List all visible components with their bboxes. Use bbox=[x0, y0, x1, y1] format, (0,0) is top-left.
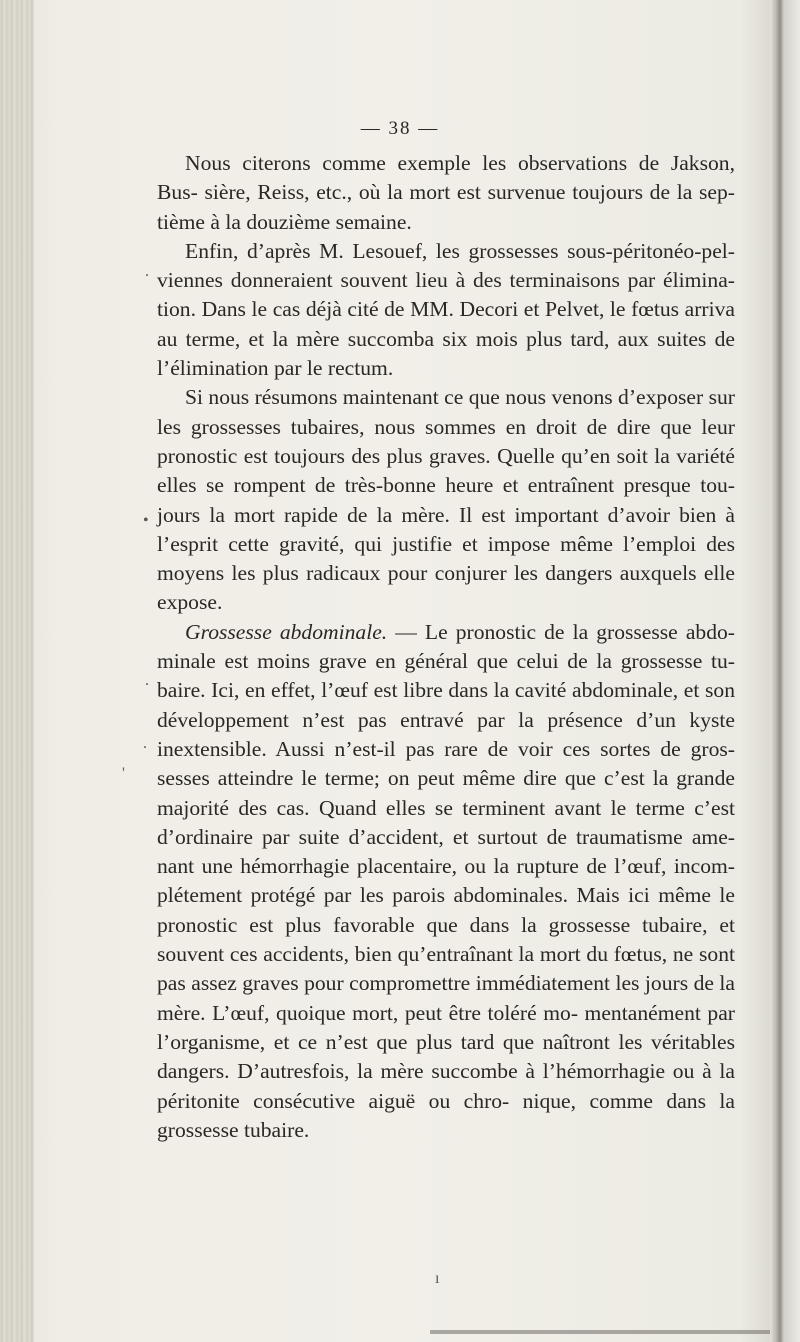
stray-mark: ı bbox=[435, 1270, 440, 1287]
paragraph: Enfin, d’après M. Lesouef, les grossesses sous-péritonéo-pel- viennes donneraient souvent lieu à des terminaisons par élimina- tion. Dans le cas déjà cité de MM. Decori et Pelvet, le fœtus arriva au terme, et la mère succomba six mois plus tard, aux suites de l’élimination par le rectum. bbox=[157, 238, 735, 381]
page-edge bbox=[770, 0, 800, 1342]
body-text bbox=[157, 149, 735, 1145]
section-paragraph bbox=[157, 618, 735, 1145]
section-body: — Le pronostic de la grossesse abdo- minale est moins grave en général que celui de la grossesse tu- baire. Ici, en effet, l’œuf est libre dans la cavité abdominale, et son développement n’est pas entravé par la présence d’un kyste inextensible. Aussi n’est-il pas rare de voir ces sortes de gros- sesses atteindre le terme; on peut même dire que c’est la grande majorité des cas. Quand elles se terminent avant le terme c’est d’ordinaire par suite d’accident, et surtout de traumatisme ame- nant une hémorrhagie placentaire, ou la rupture de l’œuf, incom- plétement protégé par les parois abdominales. Mais ici même le pronostic est plus favorable que dans la grossesse tubaire, et souvent ces accidents, bien qu’entraînant la mort du fœtus, ne sont pas assez graves pour compromettre immédiatement les jours de la mère. L’œuf, quoique mort, peut être toléré mo- mentanément par l’organisme, et ce n’est que plus tard que naîtront les véritables dangers. D’autresfois, la mère succombe à l’hémorrhagie ou à la péritonite consécutive aiguë ou chro- nique, comme dans la grossesse tubaire. bbox=[157, 619, 735, 1142]
paragraph: Nous citerons comme exemple les observations de Jakson, Bus- sière, Reiss, etc., où la mort est survenue toujours de la sep- tième à la douzième semaine. bbox=[157, 151, 735, 234]
section-title: Grossesse abdominale. bbox=[185, 619, 388, 644]
binding-gutter bbox=[0, 0, 34, 1342]
stray-mark: • bbox=[143, 512, 149, 529]
page-edge-shadow bbox=[430, 1330, 770, 1334]
page-number: — 38 — bbox=[360, 118, 440, 139]
stray-mark: ' bbox=[122, 765, 125, 782]
stray-mark: . bbox=[145, 263, 149, 280]
stray-mark: . bbox=[145, 672, 149, 689]
paragraph: Si nous résumons maintenant ce que nous venons d’exposer sur les grossesses tubaires, nous sommes en droit de dire que leur pronostic est toujours des plus graves. Quelle qu’en soit la variété elles se rompent de très-bonne heure et entraînent presque tou- jours la mort rapide de la mère. Il est important d’avoir bien à l’esprit cette gravité, qui justifie et impose même l’emploi des moyens les plus radicaux pour conjurer les dangers auxquels elle expose. bbox=[157, 385, 735, 615]
stray-mark: . bbox=[143, 735, 147, 752]
